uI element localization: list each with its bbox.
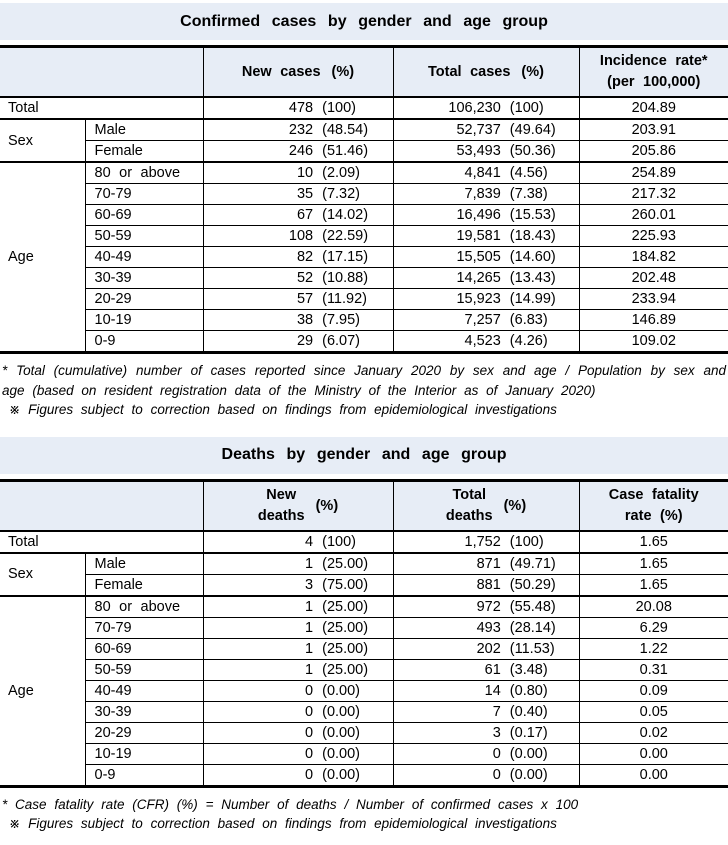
value-cell	[203, 722, 393, 743]
rate-cell: 0.02	[579, 722, 728, 743]
percent-value: (0.80)	[509, 682, 548, 699]
percent-value: (11.53)	[509, 640, 555, 657]
count-value: 4,523	[464, 333, 501, 349]
table-row	[0, 531, 728, 553]
rate-cell: 0.31	[579, 659, 728, 680]
table-row	[0, 119, 728, 141]
count-value: 1	[305, 555, 314, 572]
row-sublabel: 60-69	[85, 638, 203, 659]
percent-value: (0.00)	[509, 745, 548, 762]
count-value: 0	[492, 766, 501, 783]
count-value: 52	[296, 270, 314, 286]
header-row	[0, 47, 728, 98]
value-cell	[393, 268, 579, 289]
percent-value: (48.54)	[322, 122, 369, 138]
value-cell	[393, 574, 579, 596]
table-row	[0, 596, 728, 618]
percent-value: (50.29)	[509, 576, 556, 593]
value-cell	[393, 701, 579, 722]
rate-cell: 204.89	[579, 97, 728, 119]
value-cell	[203, 97, 393, 119]
column-header-case-fatality-rate	[579, 480, 728, 531]
header-line: New cases	[241, 63, 321, 80]
percent-value: (7.38)	[509, 186, 548, 202]
row-sublabel: 20-29	[85, 289, 203, 310]
table-row	[0, 743, 728, 764]
percent-value: (14.99)	[509, 291, 556, 307]
table-row	[0, 701, 728, 722]
rate-cell: 1.65	[579, 553, 728, 575]
count-value: 881	[476, 576, 501, 593]
percent-value: (6.83)	[509, 312, 548, 328]
value-cell	[393, 289, 579, 310]
row-sublabel: 0-9	[85, 331, 203, 353]
percent-value: (17.15)	[322, 249, 369, 265]
count-value: 0	[492, 745, 501, 762]
percent-value: (3.48)	[509, 661, 548, 678]
table-row	[0, 247, 728, 268]
count-value: 14,265	[456, 270, 501, 286]
value-cell	[393, 226, 579, 247]
deaths-table-title: Deaths by gender and age group	[0, 437, 728, 474]
row-label-total: Total	[0, 531, 203, 553]
percent-value: (0.17)	[509, 724, 548, 741]
count-value: 1	[305, 598, 314, 615]
value-cell	[393, 680, 579, 701]
row-group-label: Age	[0, 162, 85, 353]
value-cell	[393, 531, 579, 553]
count-value: 82	[296, 249, 314, 265]
table-row	[0, 680, 728, 701]
value-cell	[393, 638, 579, 659]
value-cell	[203, 638, 393, 659]
percent-value: (28.14)	[509, 619, 556, 636]
rate-cell: 260.01	[579, 205, 728, 226]
row-sublabel: Male	[85, 119, 203, 141]
count-value: 57	[296, 291, 314, 307]
value-cell	[203, 553, 393, 575]
value-cell	[203, 310, 393, 331]
row-sublabel: 70-79	[85, 184, 203, 205]
percent-value: (49.64)	[509, 122, 556, 138]
percent-value: (0.00)	[322, 724, 360, 741]
percent-value: (55.48)	[509, 598, 556, 615]
value-cell	[393, 184, 579, 205]
row-sublabel: 30-39	[85, 701, 203, 722]
value-cell	[203, 141, 393, 163]
rate-cell: 1.22	[579, 638, 728, 659]
table-row	[0, 722, 728, 743]
header-line: Case fatality	[608, 486, 699, 503]
count-value: 10	[296, 165, 314, 181]
percent-value: (14.60)	[509, 249, 556, 265]
value-cell	[203, 184, 393, 205]
value-cell	[203, 659, 393, 680]
table-row	[0, 289, 728, 310]
confirmed-table-title: Confirmed cases by gender and age group	[0, 3, 728, 40]
count-value: 4	[305, 533, 314, 550]
footnote-correction: ※ Figures subject to correction based on findings from epidemiological investigations	[9, 816, 557, 831]
count-value: 7,839	[464, 186, 501, 202]
percent-value: (0.40)	[509, 703, 548, 720]
value-cell	[203, 701, 393, 722]
value-cell	[203, 162, 393, 184]
rate-cell: 225.93	[579, 226, 728, 247]
deaths-table	[0, 479, 728, 788]
row-group-label: Sex	[0, 119, 85, 162]
percent-value: (6.07)	[322, 333, 360, 349]
table-row	[0, 659, 728, 680]
percent-value: (25.00)	[322, 619, 369, 636]
count-value: 3	[305, 576, 314, 593]
rate-cell: 217.32	[579, 184, 728, 205]
table-row	[0, 764, 728, 786]
row-sublabel: 50-59	[85, 226, 203, 247]
header-percent-label: (%)	[331, 64, 355, 80]
table-row	[0, 268, 728, 289]
confirmed-cases-table	[0, 45, 728, 354]
row-group-label: Age	[0, 596, 85, 787]
rate-cell: 233.94	[579, 289, 728, 310]
value-cell	[393, 141, 579, 163]
header-line: Incidence rate*	[599, 53, 708, 69]
empty-header-cell	[0, 480, 203, 531]
row-sublabel: 80 or above	[85, 596, 203, 618]
percent-value: (49.71)	[509, 555, 556, 572]
row-sublabel: 50-59	[85, 659, 203, 680]
percent-value: (15.53)	[509, 207, 556, 223]
count-value: 972	[476, 598, 501, 615]
count-value: 1	[305, 619, 314, 636]
percent-value: (2.09)	[322, 165, 360, 181]
count-value: 16,496	[456, 207, 501, 223]
table-row	[0, 574, 728, 596]
count-value: 871	[476, 555, 501, 572]
column-header-incidence-rate	[579, 47, 728, 98]
rate-cell: 6.29	[579, 617, 728, 638]
count-value: 15,505	[456, 249, 501, 265]
count-value: 478	[288, 100, 314, 116]
value-cell	[393, 764, 579, 786]
count-value: 53,493	[456, 143, 501, 159]
value-cell	[203, 119, 393, 141]
header-row	[0, 480, 728, 531]
count-value: 3	[492, 724, 501, 741]
rate-cell: 146.89	[579, 310, 728, 331]
header-line: (per 100,000)	[607, 74, 701, 90]
rate-cell: 0.09	[579, 680, 728, 701]
report-page	[0, 3, 728, 834]
table-row	[0, 226, 728, 247]
count-value: 19,581	[456, 228, 501, 244]
percent-value: (13.43)	[509, 270, 556, 286]
count-value: 108	[288, 228, 314, 244]
percent-value: (100)	[322, 533, 356, 550]
count-value: 106,230	[448, 100, 501, 116]
percent-value: (10.88)	[322, 270, 369, 286]
percent-value: (4.56)	[509, 165, 548, 181]
count-value: 38	[296, 312, 314, 328]
value-cell	[203, 531, 393, 553]
footnote-cfr-definition: * Case fatality rate (CFR) (%) = Number of deaths / Number of confirmed cases x 100	[2, 796, 579, 812]
row-sublabel: 10-19	[85, 310, 203, 331]
count-value: 202	[476, 640, 501, 657]
count-value: 1	[305, 661, 314, 678]
column-header-new-deaths	[203, 480, 393, 531]
count-value: 52,737	[456, 122, 501, 138]
percent-value: (75.00)	[322, 576, 369, 593]
header-percent-label: (%)	[521, 64, 544, 80]
value-cell	[203, 331, 393, 353]
count-value: 0	[305, 703, 314, 720]
value-cell	[393, 310, 579, 331]
percent-value: (0.00)	[322, 703, 360, 720]
header-percent-label: (%)	[315, 497, 339, 514]
deaths-footnotes	[2, 795, 726, 834]
value-cell	[393, 743, 579, 764]
rate-cell: 203.91	[579, 119, 728, 141]
rate-cell: 205.86	[579, 141, 728, 163]
footnote-correction: ※ Figures subject to correction based on findings from epidemiological investigations	[9, 402, 557, 417]
header-line: deaths	[445, 507, 493, 524]
value-cell	[203, 289, 393, 310]
footnote-definition: * Total (cumulative) number of cases reported since January 2020 by sex and age / Population by sex and age (based on resident registration data of the Ministry of the Interior as of January 2020)	[2, 363, 726, 398]
percent-value: (100)	[322, 100, 356, 116]
count-value: 1	[305, 640, 314, 657]
count-value: 15,923	[456, 291, 501, 307]
table-row	[0, 141, 728, 163]
column-header-total-cases	[393, 47, 579, 98]
count-value: 0	[305, 682, 314, 699]
value-cell	[393, 119, 579, 141]
percent-value: (11.92)	[322, 291, 367, 307]
count-value: 35	[296, 186, 314, 202]
rate-cell: 20.08	[579, 596, 728, 618]
value-cell	[203, 268, 393, 289]
value-cell	[203, 743, 393, 764]
count-value: 0	[305, 724, 314, 741]
percent-value: (25.00)	[322, 661, 369, 678]
row-sublabel: Male	[85, 553, 203, 575]
value-cell	[393, 722, 579, 743]
row-sublabel: 40-49	[85, 680, 203, 701]
confirmed-footnotes	[2, 361, 726, 420]
count-value: 7	[492, 703, 501, 720]
empty-header-cell	[0, 47, 203, 98]
header-line: New	[266, 486, 297, 503]
row-sublabel: 70-79	[85, 617, 203, 638]
percent-value: (22.59)	[322, 228, 369, 244]
row-sublabel: 20-29	[85, 722, 203, 743]
value-cell	[203, 617, 393, 638]
row-label-total: Total	[0, 97, 203, 119]
rate-cell: 254.89	[579, 162, 728, 184]
row-sublabel: Female	[85, 574, 203, 596]
table-row	[0, 638, 728, 659]
table-row	[0, 162, 728, 184]
row-sublabel: 30-39	[85, 268, 203, 289]
row-group-label: Sex	[0, 553, 85, 596]
count-value: 232	[288, 122, 314, 138]
header-line: Total cases	[428, 63, 511, 80]
value-cell	[393, 205, 579, 226]
count-value: 0	[305, 745, 314, 762]
percent-value: (100)	[509, 100, 544, 116]
percent-value: (25.00)	[322, 555, 369, 572]
row-sublabel: 60-69	[85, 205, 203, 226]
value-cell	[203, 680, 393, 701]
percent-value: (14.02)	[322, 207, 369, 223]
table-row	[0, 205, 728, 226]
rate-cell: 109.02	[579, 331, 728, 353]
count-value: 67	[296, 207, 314, 223]
row-sublabel: 10-19	[85, 743, 203, 764]
count-value: 0	[305, 766, 314, 783]
percent-value: (50.36)	[509, 143, 556, 159]
rate-cell: 0.00	[579, 764, 728, 786]
rate-cell: 1.65	[579, 531, 728, 553]
value-cell	[203, 205, 393, 226]
count-value: 14	[484, 682, 501, 699]
row-sublabel: 40-49	[85, 247, 203, 268]
value-cell	[393, 331, 579, 353]
table-row	[0, 617, 728, 638]
percent-value: (18.43)	[509, 228, 556, 244]
header-percent-label: (%)	[503, 497, 527, 514]
value-cell	[203, 596, 393, 618]
percent-value: (25.00)	[322, 640, 369, 657]
percent-value: (0.00)	[322, 682, 360, 699]
value-cell	[393, 617, 579, 638]
percent-value: (0.00)	[509, 766, 548, 783]
table-row	[0, 310, 728, 331]
table-row	[0, 331, 728, 353]
count-value: 1,752	[464, 533, 501, 550]
table-row	[0, 553, 728, 575]
count-value: 4,841	[464, 165, 501, 181]
column-header-new-cases	[203, 47, 393, 98]
rate-cell: 184.82	[579, 247, 728, 268]
value-cell	[393, 162, 579, 184]
table-row	[0, 97, 728, 119]
percent-value: (4.26)	[509, 333, 548, 349]
value-cell	[393, 553, 579, 575]
column-header-total-deaths	[393, 480, 579, 531]
count-value: 7,257	[464, 312, 501, 328]
header-line: rate (%)	[624, 507, 683, 524]
row-sublabel: Female	[85, 141, 203, 163]
value-cell	[203, 764, 393, 786]
table-row	[0, 184, 728, 205]
row-sublabel: 0-9	[85, 764, 203, 786]
value-cell	[393, 596, 579, 618]
rate-cell: 1.65	[579, 574, 728, 596]
rate-cell: 0.00	[579, 743, 728, 764]
percent-value: (100)	[509, 533, 544, 550]
value-cell	[203, 226, 393, 247]
percent-value: (25.00)	[322, 598, 369, 615]
value-cell	[203, 574, 393, 596]
count-value: 246	[288, 143, 314, 159]
value-cell	[393, 247, 579, 268]
percent-value: (51.46)	[322, 143, 369, 159]
header-line: Total	[452, 486, 486, 503]
rate-cell: 202.48	[579, 268, 728, 289]
header-line: deaths	[257, 507, 305, 524]
count-value: 61	[484, 661, 501, 678]
count-value: 493	[476, 619, 501, 636]
value-cell	[393, 659, 579, 680]
percent-value: (0.00)	[322, 766, 360, 783]
value-cell	[393, 97, 579, 119]
value-cell	[203, 247, 393, 268]
row-sublabel: 80 or above	[85, 162, 203, 184]
count-value: 29	[296, 333, 314, 349]
percent-value: (7.32)	[322, 186, 360, 202]
percent-value: (0.00)	[322, 745, 360, 762]
percent-value: (7.95)	[322, 312, 360, 328]
rate-cell: 0.05	[579, 701, 728, 722]
